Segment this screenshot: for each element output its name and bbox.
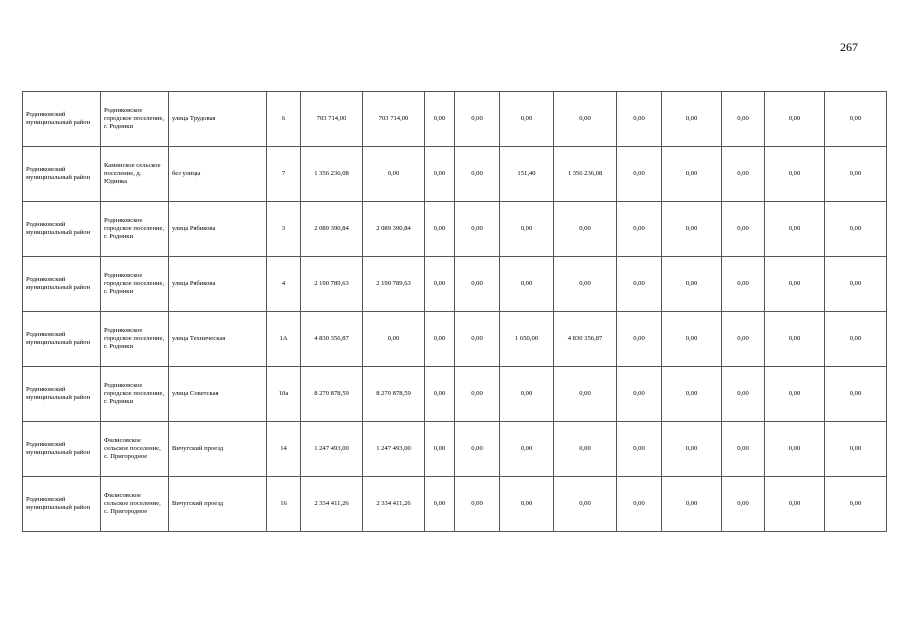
value-cell-7: 0,00 xyxy=(617,422,662,477)
value-cell-3: 0,00 xyxy=(425,92,455,147)
value-cell-2: 2 089 390,84 xyxy=(363,202,425,257)
house-number-cell: 3 xyxy=(267,202,301,257)
district-cell: Родниковский муниципальный район xyxy=(23,312,101,367)
value-cell-1: 8 270 878,59 xyxy=(301,367,363,422)
value-cell-7: 0,00 xyxy=(617,257,662,312)
value-cell-11: 0,00 xyxy=(825,147,887,202)
value-cell-6: 0,00 xyxy=(554,367,617,422)
street-cell: улица Рябикова xyxy=(169,202,267,257)
house-number-cell: 1А xyxy=(267,312,301,367)
value-cell-2: 0,00 xyxy=(363,147,425,202)
value-cell-8: 0,00 xyxy=(662,92,722,147)
value-cell-1: 1 247 493,00 xyxy=(301,422,363,477)
value-cell-4: 0,00 xyxy=(455,147,500,202)
value-cell-7: 0,00 xyxy=(617,92,662,147)
value-cell-2: 2 334 411,26 xyxy=(363,477,425,532)
street-cell: улица Рябикова xyxy=(169,257,267,312)
house-number-cell: 6 xyxy=(267,92,301,147)
value-cell-10: 0,00 xyxy=(765,477,825,532)
value-cell-1: 2 190 789,63 xyxy=(301,257,363,312)
street-cell: улица Трудовая xyxy=(169,92,267,147)
house-number-cell: 4 xyxy=(267,257,301,312)
value-cell-10: 0,00 xyxy=(765,422,825,477)
value-cell-10: 0,00 xyxy=(765,367,825,422)
value-cell-10: 0,00 xyxy=(765,147,825,202)
value-cell-1: 2 089 390,84 xyxy=(301,202,363,257)
data-table xyxy=(22,91,887,532)
value-cell-5: 0,00 xyxy=(500,202,554,257)
settlement-cell: Родниковское городское поселение, г. Родники xyxy=(101,202,169,257)
table-row xyxy=(23,477,887,532)
value-cell-9: 0,00 xyxy=(722,422,765,477)
value-cell-9: 0,00 xyxy=(722,92,765,147)
value-cell-6: 4 830 356,87 xyxy=(554,312,617,367)
street-cell: улица Техническая xyxy=(169,312,267,367)
value-cell-2: 2 190 789,63 xyxy=(363,257,425,312)
settlement-cell: Родниковское городское поселение, г. Родники xyxy=(101,257,169,312)
street-cell: Вичугский проезд xyxy=(169,422,267,477)
value-cell-6: 1 356 236,08 xyxy=(554,147,617,202)
value-cell-11: 0,00 xyxy=(825,422,887,477)
value-cell-7: 0,00 xyxy=(617,202,662,257)
value-cell-4: 0,00 xyxy=(455,477,500,532)
value-cell-9: 0,00 xyxy=(722,367,765,422)
street-cell: без улицы xyxy=(169,147,267,202)
district-cell: Родниковский муниципальный район xyxy=(23,92,101,147)
value-cell-6: 0,00 xyxy=(554,202,617,257)
table-row xyxy=(23,147,887,202)
house-number-cell: 10а xyxy=(267,367,301,422)
value-cell-3: 0,00 xyxy=(425,367,455,422)
value-cell-7: 0,00 xyxy=(617,312,662,367)
value-cell-8: 0,00 xyxy=(662,312,722,367)
value-cell-6: 0,00 xyxy=(554,257,617,312)
street-cell: улица Советская xyxy=(169,367,267,422)
value-cell-7: 0,00 xyxy=(617,477,662,532)
house-number-cell: 7 xyxy=(267,147,301,202)
value-cell-10: 0,00 xyxy=(765,202,825,257)
house-number-cell: 16 xyxy=(267,477,301,532)
house-number-cell: 14 xyxy=(267,422,301,477)
value-cell-5: 0,00 xyxy=(500,422,554,477)
value-cell-4: 0,00 xyxy=(455,367,500,422)
settlement-cell: Филисовское сельское поселение, с. Пригородное xyxy=(101,477,169,532)
value-cell-8: 0,00 xyxy=(662,257,722,312)
district-cell: Родниковский муниципальный район xyxy=(23,477,101,532)
value-cell-8: 0,00 xyxy=(662,202,722,257)
value-cell-8: 0,00 xyxy=(662,147,722,202)
value-cell-6: 0,00 xyxy=(554,477,617,532)
settlement-cell: Филисовское сельское поселение, с. Пригородное xyxy=(101,422,169,477)
value-cell-4: 0,00 xyxy=(455,257,500,312)
value-cell-6: 0,00 xyxy=(554,422,617,477)
settlement-cell: Родниковское городское поселение, г. Родники xyxy=(101,312,169,367)
value-cell-5: 151,40 xyxy=(500,147,554,202)
value-cell-3: 0,00 xyxy=(425,257,455,312)
value-cell-10: 0,00 xyxy=(765,257,825,312)
value-cell-3: 0,00 xyxy=(425,477,455,532)
value-cell-11: 0,00 xyxy=(825,257,887,312)
table-row xyxy=(23,422,887,477)
value-cell-1: 703 714,00 xyxy=(301,92,363,147)
value-cell-11: 0,00 xyxy=(825,312,887,367)
value-cell-3: 0,00 xyxy=(425,422,455,477)
value-cell-8: 0,00 xyxy=(662,367,722,422)
value-cell-9: 0,00 xyxy=(722,312,765,367)
value-cell-5: 0,00 xyxy=(500,477,554,532)
value-cell-11: 0,00 xyxy=(825,92,887,147)
value-cell-1: 4 830 356,87 xyxy=(301,312,363,367)
value-cell-3: 0,00 xyxy=(425,202,455,257)
value-cell-4: 0,00 xyxy=(455,422,500,477)
district-cell: Родниковский муниципальный район xyxy=(23,257,101,312)
district-cell: Родниковский муниципальный район xyxy=(23,422,101,477)
table-row xyxy=(23,312,887,367)
value-cell-9: 0,00 xyxy=(722,147,765,202)
value-cell-5: 0,00 xyxy=(500,92,554,147)
value-cell-10: 0,00 xyxy=(765,92,825,147)
district-cell: Родниковский муниципальный район xyxy=(23,367,101,422)
value-cell-9: 0,00 xyxy=(722,202,765,257)
settlement-cell: Родниковское городское поселение, г. Родники xyxy=(101,367,169,422)
table-row xyxy=(23,257,887,312)
value-cell-4: 0,00 xyxy=(455,312,500,367)
table-row xyxy=(23,367,887,422)
value-cell-6: 0,00 xyxy=(554,92,617,147)
value-cell-2: 1 247 493,00 xyxy=(363,422,425,477)
street-cell: Вичугский проезд xyxy=(169,477,267,532)
value-cell-8: 0,00 xyxy=(662,422,722,477)
settlement-cell: Родниковское городское поселение, г. Родники xyxy=(101,92,169,147)
value-cell-7: 0,00 xyxy=(617,367,662,422)
value-cell-4: 0,00 xyxy=(455,92,500,147)
value-cell-2: 8 270 878,59 xyxy=(363,367,425,422)
value-cell-2: 703 714,00 xyxy=(363,92,425,147)
district-cell: Родниковский муниципальный район xyxy=(23,147,101,202)
value-cell-11: 0,00 xyxy=(825,202,887,257)
value-cell-10: 0,00 xyxy=(765,312,825,367)
value-cell-11: 0,00 xyxy=(825,477,887,532)
table-body xyxy=(23,92,887,532)
value-cell-4: 0,00 xyxy=(455,202,500,257)
value-cell-9: 0,00 xyxy=(722,477,765,532)
value-cell-1: 1 356 236,08 xyxy=(301,147,363,202)
value-cell-11: 0,00 xyxy=(825,367,887,422)
value-cell-7: 0,00 xyxy=(617,147,662,202)
value-cell-3: 0,00 xyxy=(425,147,455,202)
value-cell-9: 0,00 xyxy=(722,257,765,312)
value-cell-3: 0,00 xyxy=(425,312,455,367)
page-number: 267 xyxy=(840,40,858,54)
value-cell-5: 0,00 xyxy=(500,367,554,422)
value-cell-1: 2 334 411,26 xyxy=(301,477,363,532)
settlement-cell: Каминское сельское поселение, д. Юдинка xyxy=(101,147,169,202)
value-cell-5: 1 650,00 xyxy=(500,312,554,367)
value-cell-8: 0,00 xyxy=(662,477,722,532)
table-row xyxy=(23,202,887,257)
value-cell-5: 0,00 xyxy=(500,257,554,312)
district-cell: Родниковский муниципальный район xyxy=(23,202,101,257)
table-row xyxy=(23,92,887,147)
value-cell-2: 0,00 xyxy=(363,312,425,367)
